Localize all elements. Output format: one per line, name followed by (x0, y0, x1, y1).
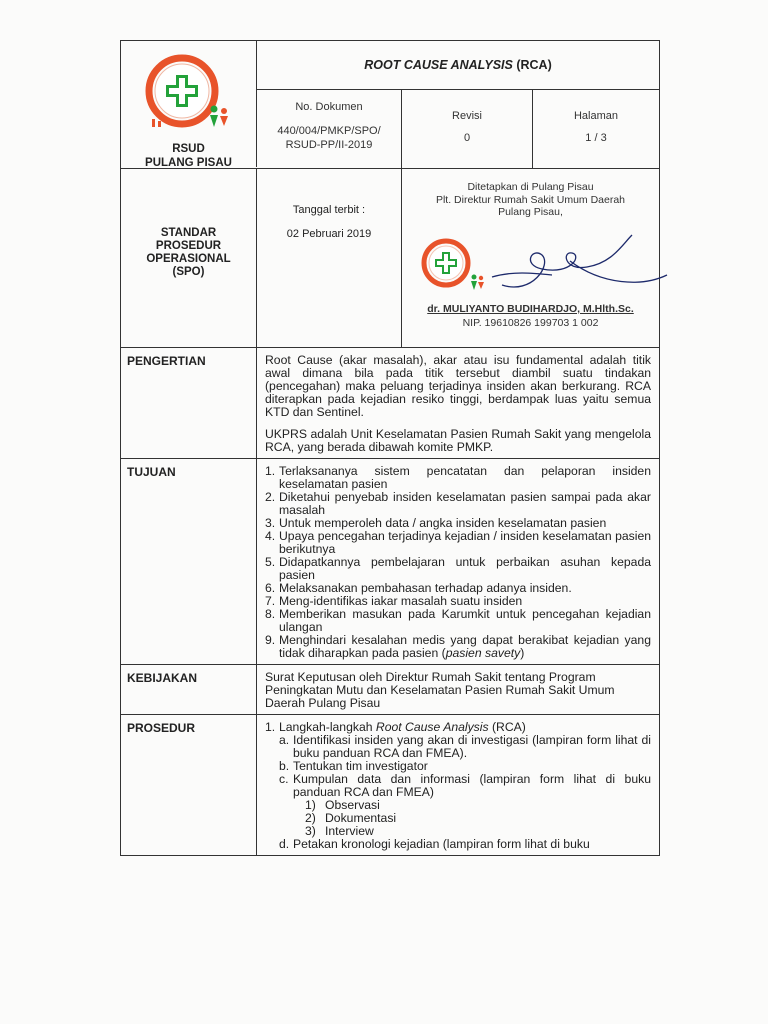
doc-number-line2: RSUD-PP/II-2019 (285, 139, 373, 151)
header-row (121, 41, 659, 168)
issued-label: Tanggal terbit : (292, 204, 366, 216)
list-item: 7. Meng-identifikas iakar masalah suatu insiden (265, 594, 523, 608)
prosedur-label: PROSEDUR (121, 715, 257, 855)
set-line3: Pulang Pisau, (498, 206, 563, 218)
set-line1: Ditetapkan di Pulang Pisau (467, 181, 594, 193)
tujuan-label: TUJUAN (121, 459, 257, 664)
list-item: 9. Menghindari kesalahan medis yang dapat berakibat kejadian yang tidak diharapkan pada pasien (pasien savety) (265, 633, 651, 660)
doc-number-line1: 440/004/PMKP/SPO/ (277, 125, 381, 137)
prosedur-substeps-continued (265, 838, 651, 851)
hospital-identity (121, 41, 257, 167)
spo-label-line3: OPERASIONAL (146, 253, 231, 265)
prosedur-data-methods (265, 799, 651, 838)
pengertian-label: PENGERTIAN (121, 348, 257, 458)
spo-label-line1: STANDAR (160, 227, 217, 239)
kebijakan-row (121, 664, 659, 714)
spo-label-line2: PROSEDUR (155, 240, 222, 252)
signer-nip: NIP. 19610826 199703 1 002 (462, 317, 599, 329)
hospital-name-line2: PULANG PISAU (145, 157, 232, 169)
spo-document (120, 40, 660, 856)
doc-number-cell (257, 90, 402, 168)
list-item: 1) Observasi (305, 798, 380, 812)
page-cell (533, 90, 659, 168)
list-item: c. Kumpulan data dan informasi (lampiran form lihat di buku panduan RCA dan FMEA) (279, 772, 651, 799)
kebijakan-body: Surat Keputusan oleh Direktur Rumah Sakit tentang Program Peningkatan Mutu dan Keselamatan Pasien Rumah Sakit Umum Daerah Pulang Pisau (265, 670, 615, 710)
approval-right (257, 169, 659, 347)
title-abbr: (RCA) (516, 58, 552, 72)
page-label: Halaman (573, 110, 619, 122)
doc-number-label: No. Dokumen (295, 101, 363, 113)
document-title (257, 41, 659, 90)
issued-date-cell (257, 169, 402, 347)
signature-cell (402, 169, 659, 347)
tujuan-list (265, 465, 651, 660)
approval-row (121, 168, 659, 347)
signer-name: dr. MULIYANTO BUDIHARDJO, M.Hlth.Sc. (427, 303, 634, 315)
handwritten-signature (472, 225, 672, 308)
kebijakan-label: KEBIJAKAN (121, 665, 257, 714)
prosedur-substeps (265, 734, 651, 799)
list-item: 6. Melaksanakan pembahasan terhadap adanya insiden. (265, 581, 572, 595)
list-item: 1. Langkah-langkah Root Cause Analysis (RCA) (265, 720, 526, 734)
prosedur-body (257, 715, 659, 855)
list-item: 5. Didapatkannya pembelajaran untuk perbaikan asuhan kepada pasien (265, 555, 651, 582)
issued-date: 02 Pebruari 2019 (286, 228, 372, 240)
list-item: 3) Interview (305, 824, 374, 838)
title-italic: ROOT CAUSE ANALYSIS (364, 58, 513, 72)
set-by (402, 181, 659, 219)
tujuan-body (257, 459, 659, 664)
list-item: a. Identifikasi insiden yang akan di investigasi (lampiran form lihat di buku panduan RCA dan FMEA). (279, 733, 651, 760)
hospital-name-line1: RSUD (172, 143, 205, 155)
list-item: 2. Diketahui penyebab insiden keselamatan pasien sampai pada akar masalah (265, 490, 651, 517)
list-item: 4. Upaya pencegahan terjadinya kejadian / insiden keselamatan pasien berikutnya (265, 529, 651, 556)
list-item: d. Petakan kronologi kejadian (lampiran form lihat di buku (279, 837, 590, 851)
spo-label-line4: (SPO) (172, 266, 205, 278)
page-value: 1 / 3 (585, 132, 607, 144)
pengertian-body (257, 348, 659, 458)
list-item: 2) Dokumentasi (305, 811, 397, 825)
pengertian-row (121, 347, 659, 458)
document-meta (257, 90, 659, 168)
prosedur-row (121, 714, 659, 855)
hospital-logo (134, 53, 244, 136)
pengertian-paragraph-2: UKPRS adalah Unit Keselamatan Pasien Rumah Sakit yang mengelola RCA, yang berada dibawah komite PMKP. (265, 427, 651, 454)
revision-label: Revisi (452, 110, 482, 122)
spo-label (121, 169, 257, 347)
set-line2: Plt. Direktur Rumah Sakit Umum Daerah (435, 193, 626, 206)
list-item: b. Tentukan tim investigator (279, 759, 428, 773)
list-item: 1. Terlaksananya sistem pencatatan dan pelaporan insiden keselamatan pasien (265, 464, 651, 491)
revision-value: 0 (463, 132, 471, 144)
revision-cell (402, 90, 533, 168)
pengertian-paragraph-1: Root Cause (akar masalah), akar atau isu fundamental adalah titik awal dimana bila pada titik tersebut diambil suatu tindakan (pencegahan) maka peluang terjadinya insiden akan berkurang. RCA diterapkan pada kejadian resiko tinggi, berdampak luas yaitu semua KTD dan Sentinel. (265, 353, 651, 419)
hospital-name (145, 142, 232, 170)
tujuan-row (121, 458, 659, 664)
header-right (257, 41, 659, 168)
list-item: 8. Memberikan masukan pada Karumkit untuk pencegahan kejadian ulangan (265, 607, 651, 634)
list-item: 3. Untuk memperoleh data / angka insiden keselamatan pasien (265, 516, 607, 530)
